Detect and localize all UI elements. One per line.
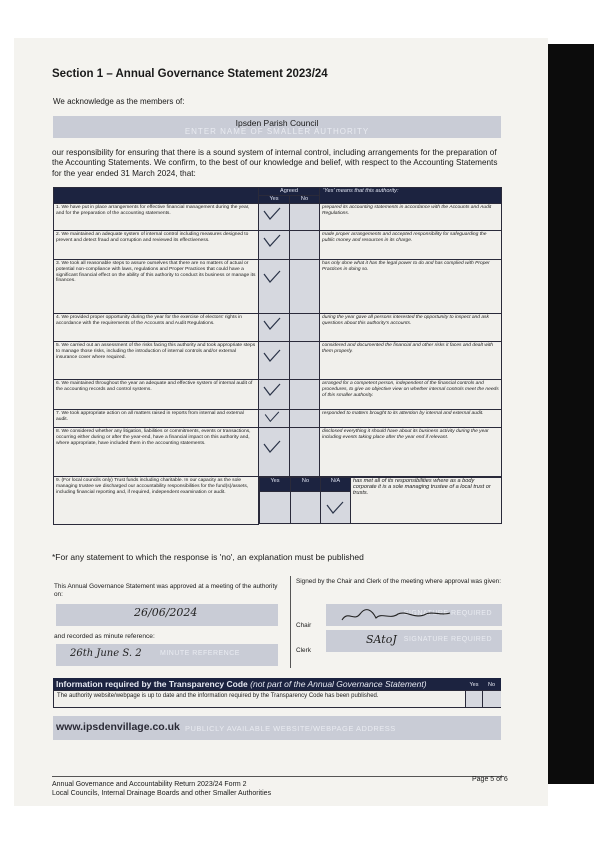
table-row: [54, 477, 502, 525]
means-9: has met all of its responsibilities where as a body corporate it is a sole managing trustee of a local trust or trusts.: [351, 478, 502, 524]
minute-label: and recorded as minute reference:: [54, 633, 155, 640]
tick-mark-icon: [262, 411, 282, 423]
no-box-3[interactable]: [290, 260, 320, 314]
transparency-yes-box[interactable]: [465, 691, 483, 707]
means-8: disclosed everything it should have about its business activity during the year including events taking place after the year end if relevant.: [320, 428, 502, 477]
yes-box-8[interactable]: [259, 428, 290, 477]
council-name: Ipsden Parish Council: [235, 118, 319, 128]
acknowledge-text: We acknowledge as the members of:: [53, 97, 185, 106]
statement-2: 2. We maintained an adequate system of internal control including measures designed to prevent and detect fraud and corruption and reviewed its effectiveness.: [54, 231, 259, 260]
clerk-signature-field[interactable]: [326, 630, 502, 652]
chair-signature-icon: [338, 606, 458, 624]
table-row: [54, 204, 502, 231]
page-number: Page 5 of 6: [472, 776, 508, 783]
table-row: [54, 380, 502, 410]
row9-no-box[interactable]: [291, 492, 321, 524]
yes-box-2[interactable]: [259, 231, 290, 260]
statement-header-blank: [54, 188, 259, 204]
website-url: www.ipsdenvillage.co.uk: [56, 721, 180, 733]
tick-mark-icon: [262, 317, 282, 331]
transparency-no-box[interactable]: [482, 691, 501, 707]
no-box-8[interactable]: [290, 428, 320, 477]
yes-box-4[interactable]: [259, 314, 290, 342]
row9-yes-header: Yes: [260, 478, 291, 492]
means-3: has only done what it has the legal power to do and has complied with Proper Practices in doing so.: [320, 260, 502, 314]
table-row: [54, 428, 502, 477]
transparency-header: [53, 678, 501, 690]
tick-mark-icon: [262, 349, 282, 363]
row9-response-grid: [259, 477, 502, 524]
council-name-field[interactable]: [53, 116, 501, 138]
clerk-signature: SAtoJ: [366, 633, 397, 646]
means-7: responded to matters brought to its attention by internal and external audit.: [320, 410, 502, 428]
statement-9: 9. (For local councils only) Trust funds including charitable. In our capacity as the sole managing trustee we discharged our accountability responsibilities for the fund(s)/assets, including financial reporting and, if required, independent examination or audit.: [54, 477, 259, 525]
minute-reference-field[interactable]: [56, 644, 278, 666]
transparency-row: [53, 690, 501, 708]
table-row: [54, 260, 502, 314]
table-row: [54, 314, 502, 342]
means-5: considered and documented the financial and other risks it faces and dealt with them properly.: [320, 342, 502, 380]
footer-line-1: Annual Governance and Accountability Return 2023/24 Form 2: [52, 781, 247, 788]
yes-header: Yes: [259, 196, 290, 204]
chair-signature-field[interactable]: [326, 604, 502, 626]
website-field[interactable]: [53, 716, 501, 740]
yes-box-5[interactable]: [259, 342, 290, 380]
no-box-6[interactable]: [290, 380, 320, 410]
transparency-title: Information required by the Transparency Code (not part of the Annual Governance Statement): [56, 679, 427, 689]
no-header: No: [290, 196, 320, 204]
means-4: during the year gave all persons interested the opportunity to inspect and ask questions about this authority's accounts.: [320, 314, 502, 342]
no-box-5[interactable]: [290, 342, 320, 380]
no-box-4[interactable]: [290, 314, 320, 342]
clerk-label: Clerk: [296, 647, 311, 654]
means-header: 'Yes' means that this authority:: [320, 188, 502, 204]
means-1: prepared its accounting statements in accordance with the Accounts and Audit Regulations.: [320, 204, 502, 231]
tick-mark-icon: [262, 383, 282, 397]
website-watermark: PUBLICLY AVAILABLE WEBSITE/WEBPAGE ADDRESS: [185, 724, 396, 733]
tick-mark-icon: [262, 234, 282, 248]
tick-mark-icon: [325, 501, 345, 515]
means-6: arranged for a competent person, independent of the financial controls and procedures, to give an objective view on whether internal controls meet the needs of this smaller authority.: [320, 380, 502, 410]
council-name-watermark: ENTER NAME OF SMALLER AUTHORITY: [184, 127, 370, 136]
minute-watermark: MINUTE REFERENCE: [160, 650, 240, 657]
transparency-subtitle: (not part of the Annual Governance Statement): [250, 679, 427, 689]
tick-mark-icon: [262, 270, 282, 284]
clerk-signature-watermark: SIGNATURE REQUIRED: [403, 636, 492, 643]
yes-box-7[interactable]: [259, 410, 290, 428]
statement-4: 4. We provided proper opportunity during the year for the exercise of electors' rights in accordance with the requirements of the Accounts and Audit Regulations.: [54, 314, 259, 342]
yes-box-6[interactable]: [259, 380, 290, 410]
tick-mark-icon: [262, 207, 282, 221]
table-row: [54, 231, 502, 260]
tick-mark-icon: [262, 440, 282, 454]
transparency-no-header: No: [487, 682, 496, 688]
footer-line-2: Local Councils, Internal Drainage Boards and other Smaller Authorities: [52, 790, 272, 797]
approval-date-value: 26/06/2024: [134, 606, 198, 619]
no-box-2[interactable]: [290, 231, 320, 260]
no-box-1[interactable]: [290, 204, 320, 231]
divider: [290, 576, 291, 668]
signed-text: Signed by the Chair and Clerk of the meeting where approval was given:: [296, 578, 501, 585]
row9-na-header: N/A: [321, 478, 351, 492]
no-box-7[interactable]: [290, 410, 320, 428]
statement-7: 7. We took appropriate action on all matters raised in reports from internal and external audit.: [54, 410, 259, 428]
footnote: *For any statement to which the response is 'no', an explanation must be published: [52, 552, 364, 562]
row9-no-header: No: [291, 478, 321, 492]
statement-5: 5. We carried out an assessment of the risks facing this authority and took appropriate steps to manage those risks, including the introduction of internal controls and/or external insurance cover where required.: [54, 342, 259, 380]
transparency-yes-header: Yes: [469, 682, 479, 688]
statement-6: 6. We maintained throughout the year an adequate and effective system of internal audit of the accounting records and control systems.: [54, 380, 259, 410]
section-title: Section 1 – Annual Governance Statement 2023/24: [52, 68, 328, 80]
statement-1: 1. We have put in place arrangements for effective financial management during the year, and for the preparation of the accounting statements.: [54, 204, 259, 231]
yes-box-1[interactable]: [259, 204, 290, 231]
statement-3: 3. We took all reasonable steps to assure ourselves that there are no matters of actual or potential non-compliance with laws, regulations and Proper Practices that could have a significant financial effect on the ability of this authority to conduct its business or manage its finances.: [54, 260, 259, 314]
minute-reference-value: 26th June S. 2: [70, 648, 142, 659]
intro-paragraph: our responsibility for ensuring that there is a sound system of internal control, including arrangements for the preparation of the Accounting Statements. We confirm, to the best of our knowledge and belief, with respect to the Accounting Statements for the year ended 31 March 2024, that:: [52, 148, 498, 178]
chair-label: Chair: [296, 622, 312, 629]
chair-signature-watermark: SIGNATURE REQUIRED: [403, 610, 492, 617]
approval-text: This Annual Governance Statement was approved at a meeting of the authority on:: [54, 583, 278, 598]
footer-divider: [52, 776, 504, 777]
approval-date-field[interactable]: [56, 604, 278, 626]
table-row: [54, 342, 502, 380]
statement-8: 8. We considered whether any litigation, liabilities or commitments, events or transactions, occurring either during or after the year-end, have a financial impact on this authority and, where appropriate, have included them in the accounting statements.: [54, 428, 259, 477]
means-2: made proper arrangements and accepted responsibility for safeguarding the public money and resources in its charge.: [320, 231, 502, 260]
row9-yes-box[interactable]: [260, 492, 291, 524]
yes-box-3[interactable]: [259, 260, 290, 314]
agreed-header: Agreed: [259, 188, 320, 196]
row9-na-box[interactable]: [321, 492, 351, 524]
transparency-text: The authority website/webpage is up to date and the information required by the Transparency Code has been published.: [57, 693, 379, 699]
background-dark-band: [546, 44, 594, 784]
governance-table: [53, 187, 502, 525]
table-row: [54, 410, 502, 428]
